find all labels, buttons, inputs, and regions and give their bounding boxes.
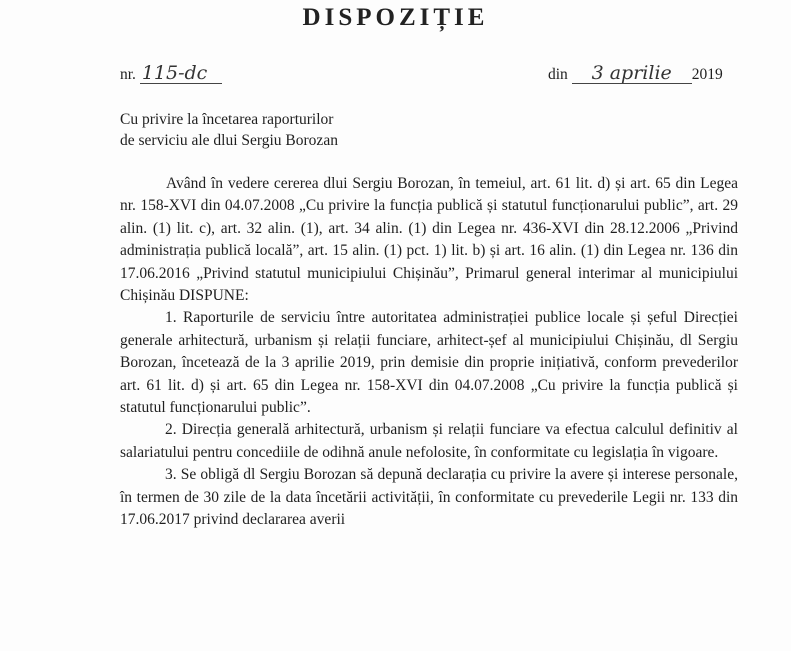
- nr-label: nr.: [120, 66, 136, 83]
- document-date: [548, 63, 723, 84]
- preamble-paragraph: Având în vedere cererea dlui Sergiu Borozan, în temeiul, art. 61 lit. d) și art. 65 din Legea nr. 158-XVI din 04.07.2008 „Cu privire la funcția publică și statutul funcționarului public”, art. 29 alin. (1) lit. c), art. 32 alin. (1), art. 34 alin. (1) din Legea nr. 436-XVI din 28.12.2006 „Privind administrația publică locală”, art. 15 alin. (1) pct. 1) lit. b) și art. 16 alin. (1) din Legea nr. 136 din 17.06.2016 „Privind statutul municipiului Chișinău”, Primarul general interimar al municipiului Chișinău DISPUNE:: [120, 175, 738, 305]
- item-paragraph-2: 2. Direcția generală arhitectură, urbanism și relații funciare va efectua calculul definitiv al salariatului pentru concediile de odihnă anule nefolosite, în conformitate cu legislația în vigoare.: [120, 421, 738, 461]
- item-paragraph-3: 3. Se obligă dl Sergiu Borozan să depună declarația cu privire la avere și interese personale, în termen de 30 zile de la data încetării activității, în conformitate cu prevederile Legii nr. 133 din 17.06.2017 privind declararea averii: [120, 466, 738, 529]
- date-year: 2019: [691, 66, 723, 83]
- subject-line-2: de serviciu ale dlui Sergiu Borozan: [120, 132, 338, 149]
- handwritten-date: 3 aprilie: [572, 63, 692, 84]
- din-label: din: [548, 66, 568, 83]
- document-subject: [120, 109, 338, 151]
- item-paragraph-1: 1. Raporturile de serviciu între autoritatea administrației publice locale și șeful Direcției generale arhitectură, urbanism și relații funciare, arhitect-șef al municipiului Chișinău, dl Sergiu Borozan, încetează de la 3 aprilie 2019, prin demisie din proprie inițiativă, conform prevederilor art. 61 lit. d) și art. 65 din Legea nr. 158-XVI din 04.07.2008 „Cu privire la funcția publică și statutul funcționarului public”.: [120, 309, 738, 417]
- document-body: [120, 173, 738, 532]
- document-title: DISPOZIȚIE: [302, 4, 489, 31]
- subject-line-1: Cu privire la încetarea raporturilor: [120, 111, 334, 128]
- document-number: [120, 63, 222, 84]
- handwritten-number: 115-dc: [140, 63, 222, 84]
